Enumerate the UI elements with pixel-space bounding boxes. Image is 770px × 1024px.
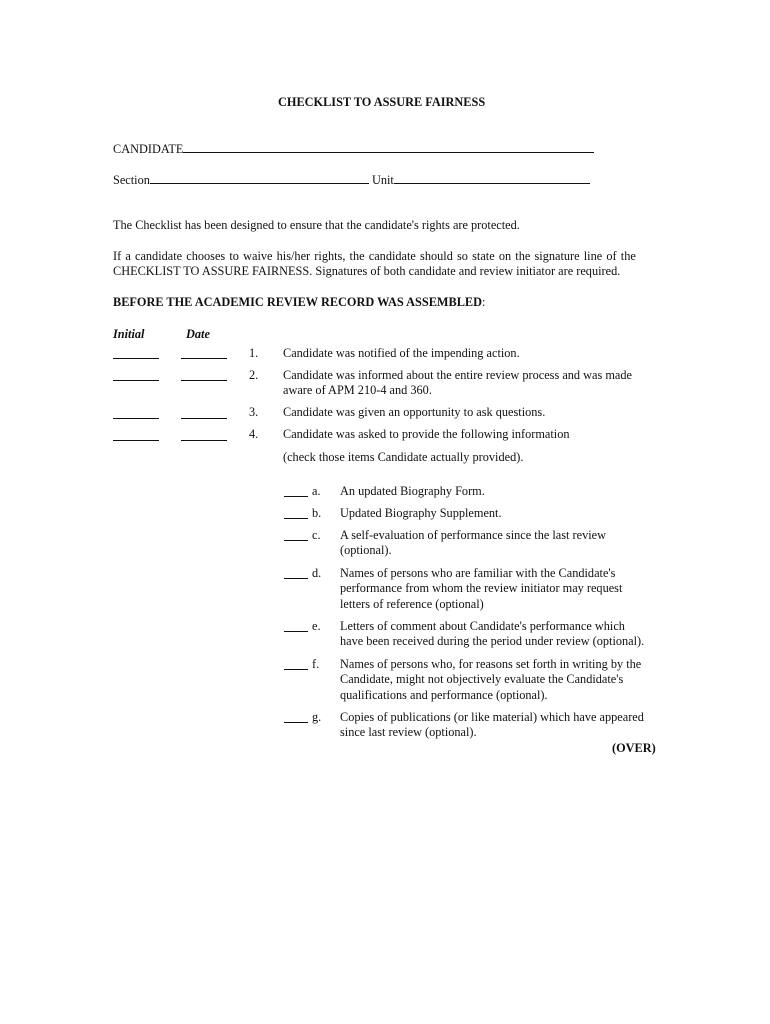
section-input-line[interactable]: [150, 172, 369, 184]
unit-label: Unit: [371, 173, 394, 187]
subitem-e-letter: e.: [312, 619, 321, 633]
item-4-date-blank[interactable]: [181, 440, 227, 441]
subitem-g-check-blank[interactable]: [284, 722, 308, 723]
item-4-number: 4.: [249, 427, 259, 441]
item-4-initial-blank[interactable]: [113, 440, 159, 441]
subitem-c-check-blank[interactable]: [284, 540, 308, 541]
subitem-f-text-line-1: Names of persons who, for reasons set forth in writing by the: [340, 657, 642, 671]
subitem-f-text-line-2: Candidate, might not objectively evaluate the Candidate's: [340, 672, 624, 686]
subitem-d-check-blank[interactable]: [284, 578, 308, 579]
subitem-f-letter: f.: [312, 657, 320, 671]
subitem-b-check-blank[interactable]: [284, 518, 308, 519]
candidate-label: CANDIDATE: [113, 142, 184, 156]
initial-column-header: Initial: [113, 327, 145, 341]
candidate-input-line[interactable]: [183, 141, 594, 153]
item-3-number: 3.: [249, 405, 259, 419]
subitem-g-letter: g.: [312, 710, 322, 724]
page-title: CHECKLIST TO ASSURE FAIRNESS: [278, 95, 486, 109]
section-heading-colon: :: [482, 295, 486, 309]
subitem-d-text-line-1: Names of persons who are familiar with the Candidate's: [340, 566, 616, 580]
subitem-c-letter: c.: [312, 528, 321, 542]
item-3-text: Candidate was given an opportunity to ask questions.: [283, 405, 546, 419]
intro-paragraph-2-line-1: If a candidate chooses to waive his/her rights, the candidate should so state on the signature line of the: [113, 249, 636, 263]
item-4-text-line-2: (check those items Candidate actually provided).: [283, 450, 524, 464]
subitem-g-text-line-1: Copies of publications (or like material) which have appeared: [340, 710, 644, 724]
subitem-a-text: An updated Biography Form.: [340, 484, 485, 498]
item-3-date-blank[interactable]: [181, 418, 227, 419]
subitem-f-text-line-3: qualifications and performance (optional).: [340, 688, 548, 702]
subitem-d-letter: d.: [312, 566, 322, 580]
subitem-d-text-line-3: letters of reference (optional): [340, 597, 484, 611]
date-column-header: Date: [186, 327, 210, 341]
subitem-c-text-line-1: A self-evaluation of performance since the last review: [340, 528, 606, 542]
item-3-initial-blank[interactable]: [113, 418, 159, 419]
item-1-date-blank[interactable]: [181, 358, 227, 359]
item-2-text-line-2: aware of APM 210-4 and 360.: [283, 383, 432, 397]
item-4-text-line-1: Candidate was asked to provide the following information: [283, 427, 570, 441]
subitem-e-text-line-2: have been received during the period under review (optional).: [340, 634, 645, 648]
item-1-number: 1.: [249, 346, 259, 360]
section-unit-row: [113, 172, 590, 188]
item-2-number: 2.: [249, 368, 259, 382]
subitem-b-letter: b.: [312, 506, 322, 520]
item-2-date-blank[interactable]: [181, 380, 227, 381]
intro-paragraph-1: The Checklist has been designed to ensure that the candidate's rights are protected.: [113, 218, 520, 232]
item-1-initial-blank[interactable]: [113, 358, 159, 359]
item-2-initial-blank[interactable]: [113, 380, 159, 381]
subitem-d-text-line-2: performance from whom the review initiator may request: [340, 581, 623, 595]
intro-paragraph-2-line-2: CHECKLIST TO ASSURE FAIRNESS. Signatures of both candidate and review initiator are required.: [113, 264, 621, 278]
item-1-text: Candidate was notified of the impending action.: [283, 346, 520, 360]
candidate-field-row: [113, 141, 594, 157]
section-heading-text: BEFORE THE ACADEMIC REVIEW RECORD WAS ASSEMBLED: [113, 295, 482, 309]
subitem-c-text-line-2: (optional).: [340, 543, 392, 557]
subitem-a-check-blank[interactable]: [284, 496, 308, 497]
section-label: Section: [113, 173, 150, 187]
unit-input-line[interactable]: [394, 172, 590, 184]
item-2-text-line-1: Candidate was informed about the entire review process and was made: [283, 368, 632, 382]
subitem-b-text: Updated Biography Supplement.: [340, 506, 502, 520]
subitem-f-check-blank[interactable]: [284, 669, 308, 670]
subitem-e-check-blank[interactable]: [284, 631, 308, 632]
subitem-e-text-line-1: Letters of comment about Candidate's performance which: [340, 619, 625, 633]
over-indicator: (OVER): [612, 741, 656, 755]
subitem-g-text-line-2: since last review (optional).: [340, 725, 477, 739]
section-heading: [113, 295, 485, 310]
subitem-a-letter: a.: [312, 484, 321, 498]
